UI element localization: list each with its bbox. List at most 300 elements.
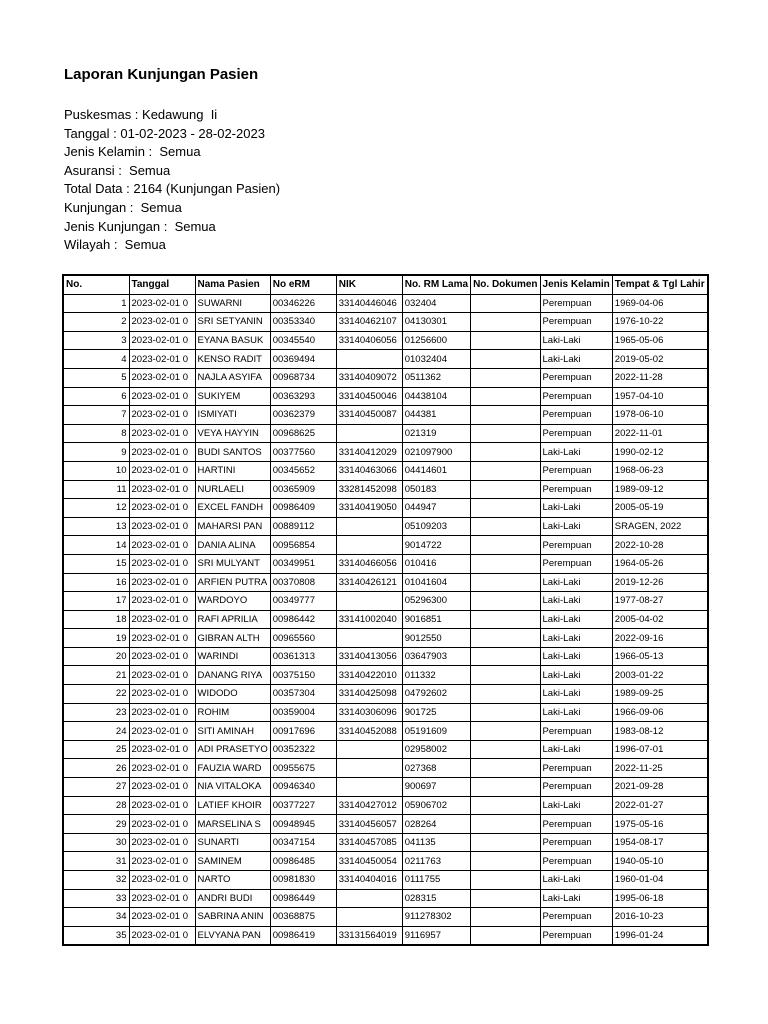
cell-nik: [336, 908, 402, 927]
cell-no: 7: [63, 406, 129, 425]
cell-nama-pasien: DANIA ALINA: [195, 536, 270, 555]
cell-no-dokumen: [471, 778, 540, 797]
table-row: [63, 926, 708, 945]
cell-nik: 33281452098: [336, 480, 402, 499]
cell-no-erm: 00368875: [270, 908, 336, 927]
cell-nama-pasien: NAJLA ASYIFA: [195, 368, 270, 387]
report-meta: [64, 106, 280, 255]
cell-nik: 33140446046: [336, 294, 402, 313]
cell-no-dokumen: [471, 517, 540, 536]
table-header-row: [63, 275, 708, 294]
cell-no: 9: [63, 443, 129, 462]
cell-no-rm-lama: 010416: [402, 554, 470, 573]
cell-no: 17: [63, 592, 129, 611]
meta-kunjungan: Kunjungan : Semua: [64, 199, 182, 215]
cell-nama-pasien: RAFI APRILIA: [195, 610, 270, 629]
table-row: [63, 573, 708, 592]
meta-total-data: Total Data : 2164 (Kunjungan Pasien): [64, 181, 281, 197]
cell-no: 33: [63, 889, 129, 908]
cell-jenis-kelamin: Perempuan: [540, 852, 612, 871]
cell-tanggal: 2023-02-01 0: [129, 852, 195, 871]
cell-nik: [336, 778, 402, 797]
cell-jenis-kelamin: Laki-Laki: [540, 629, 612, 648]
cell-no-dokumen: [471, 461, 540, 480]
cell-no: 1: [63, 294, 129, 313]
cell-nik: 33131564019: [336, 926, 402, 945]
table-row: [63, 331, 708, 350]
cell-tanggal: 2023-02-01 0: [129, 387, 195, 406]
cell-tempat-tgl-lahir: 1940-05-10: [612, 852, 707, 871]
col-header-tanggal: Tanggal: [129, 275, 195, 294]
cell-nama-pasien: SUKIYEM: [195, 387, 270, 406]
cell-nik: 33140457085: [336, 833, 402, 852]
cell-no-dokumen: [471, 722, 540, 741]
cell-tanggal: 2023-02-01 0: [129, 871, 195, 890]
cell-no-erm: 00956854: [270, 536, 336, 555]
cell-tempat-tgl-lahir: 2019-05-02: [612, 350, 707, 369]
cell-nama-pasien: BUDI SANTOS: [195, 443, 270, 462]
cell-tanggal: 2023-02-01 0: [129, 610, 195, 629]
table-row: [63, 629, 708, 648]
cell-tanggal: 2023-02-01 0: [129, 815, 195, 834]
table-row: [63, 406, 708, 425]
cell-nama-pasien: SUWARNI: [195, 294, 270, 313]
cell-jenis-kelamin: Perempuan: [540, 815, 612, 834]
cell-nik: [336, 740, 402, 759]
cell-tanggal: 2023-02-01 0: [129, 647, 195, 666]
cell-tempat-tgl-lahir: 1954-08-17: [612, 833, 707, 852]
cell-no: 13: [63, 517, 129, 536]
cell-nama-pasien: LATIEF KHOIR: [195, 796, 270, 815]
cell-tanggal: 2023-02-01 0: [129, 573, 195, 592]
table-row: [63, 424, 708, 443]
meta-asuransi: Asuransi : Semua: [64, 162, 171, 178]
cell-no-erm: 00375150: [270, 666, 336, 685]
cell-no-rm-lama: 04130301: [402, 313, 470, 332]
cell-no: 11: [63, 480, 129, 499]
cell-nik: [336, 517, 402, 536]
cell-nama-pasien: ADI PRASETYO: [195, 740, 270, 759]
cell-tempat-tgl-lahir: 1966-09-06: [612, 703, 707, 722]
cell-tanggal: 2023-02-01 0: [129, 368, 195, 387]
cell-nama-pasien: NARTO: [195, 871, 270, 890]
cell-no-dokumen: [471, 331, 540, 350]
cell-tanggal: 2023-02-01 0: [129, 499, 195, 518]
cell-tanggal: 2023-02-01 0: [129, 908, 195, 927]
cell-no-dokumen: [471, 908, 540, 927]
cell-no-dokumen: [471, 759, 540, 778]
cell-no: 2: [63, 313, 129, 332]
cell-no-erm: 00369494: [270, 350, 336, 369]
table-row: [63, 554, 708, 573]
table-row: [63, 499, 708, 518]
cell-nama-pasien: ARFIEN PUTRA: [195, 573, 270, 592]
table-row: [63, 647, 708, 666]
cell-nik: 33140463066: [336, 461, 402, 480]
cell-no: 22: [63, 685, 129, 704]
cell-nik: [336, 759, 402, 778]
cell-tempat-tgl-lahir: 1977-08-27: [612, 592, 707, 611]
cell-no-rm-lama: 04438104: [402, 387, 470, 406]
cell-no-erm: 00347154: [270, 833, 336, 852]
cell-nama-pasien: FAUZIA WARD: [195, 759, 270, 778]
cell-nama-pasien: GIBRAN ALTH: [195, 629, 270, 648]
cell-no-erm: 00986409: [270, 499, 336, 518]
cell-no-erm: 00346226: [270, 294, 336, 313]
col-header-no-dokumen: No. Dokumen: [471, 275, 540, 294]
cell-no: 15: [63, 554, 129, 573]
cell-jenis-kelamin: Perempuan: [540, 908, 612, 927]
cell-jenis-kelamin: Perempuan: [540, 294, 612, 313]
cell-no-dokumen: [471, 610, 540, 629]
cell-tempat-tgl-lahir: 1989-09-12: [612, 480, 707, 499]
cell-nik: 33140450054: [336, 852, 402, 871]
cell-no: 35: [63, 926, 129, 945]
cell-no-erm: 00349951: [270, 554, 336, 573]
cell-jenis-kelamin: Perempuan: [540, 722, 612, 741]
cell-no: 20: [63, 647, 129, 666]
cell-no-dokumen: [471, 424, 540, 443]
cell-tanggal: 2023-02-01 0: [129, 889, 195, 908]
cell-tempat-tgl-lahir: 2022-09-16: [612, 629, 707, 648]
cell-no-rm-lama: 911278302: [402, 908, 470, 927]
cell-tempat-tgl-lahir: 2022-11-01: [612, 424, 707, 443]
cell-nik: [336, 629, 402, 648]
cell-tempat-tgl-lahir: 1969-04-06: [612, 294, 707, 313]
table-row: [63, 610, 708, 629]
cell-no-dokumen: [471, 740, 540, 759]
cell-nama-pasien: MAHARSI PAN: [195, 517, 270, 536]
col-header-jenis-kelamin: Jenis Kelamin: [540, 275, 612, 294]
cell-no-rm-lama: 05191609: [402, 722, 470, 741]
cell-nama-pasien: MARSELINA S: [195, 815, 270, 834]
cell-no-dokumen: [471, 443, 540, 462]
cell-tanggal: 2023-02-01 0: [129, 350, 195, 369]
cell-no-rm-lama: 9014722: [402, 536, 470, 555]
cell-tanggal: 2023-02-01 0: [129, 629, 195, 648]
cell-jenis-kelamin: Perempuan: [540, 926, 612, 945]
cell-nama-pasien: VEYA HAYYIN: [195, 424, 270, 443]
cell-no-dokumen: [471, 294, 540, 313]
cell-tanggal: 2023-02-01 0: [129, 461, 195, 480]
cell-no: 23: [63, 703, 129, 722]
meta-tanggal: Tanggal : 01-02-2023 - 28-02-2023: [64, 125, 265, 141]
cell-no-dokumen: [471, 592, 540, 611]
table-row: [63, 685, 708, 704]
cell-nik: 33140419050: [336, 499, 402, 518]
cell-jenis-kelamin: Laki-Laki: [540, 443, 612, 462]
cell-no-rm-lama: 011332: [402, 666, 470, 685]
cell-no-dokumen: [471, 313, 540, 332]
cell-no-dokumen: [471, 852, 540, 871]
cell-tanggal: 2023-02-01 0: [129, 517, 195, 536]
cell-no-dokumen: [471, 871, 540, 890]
cell-jenis-kelamin: Perempuan: [540, 461, 612, 480]
cell-no: 32: [63, 871, 129, 890]
table-row: [63, 294, 708, 313]
cell-no: 29: [63, 815, 129, 834]
cell-nik: 33140456057: [336, 815, 402, 834]
cell-jenis-kelamin: Perempuan: [540, 387, 612, 406]
cell-nik: 33140427012: [336, 796, 402, 815]
report-title: Laporan Kunjungan Pasien: [64, 66, 259, 83]
cell-tanggal: 2023-02-01 0: [129, 331, 195, 350]
cell-no: 19: [63, 629, 129, 648]
cell-no-rm-lama: 900697: [402, 778, 470, 797]
cell-nik: 33140422010: [336, 666, 402, 685]
table-row: [63, 313, 708, 332]
cell-no: 16: [63, 573, 129, 592]
cell-no-erm: 00889112: [270, 517, 336, 536]
cell-jenis-kelamin: Perempuan: [540, 313, 612, 332]
cell-jenis-kelamin: Perempuan: [540, 536, 612, 555]
cell-nama-pasien: KENSO RADIT: [195, 350, 270, 369]
cell-nama-pasien: DANANG RIYA: [195, 666, 270, 685]
table-row: [63, 796, 708, 815]
cell-nik: [336, 592, 402, 611]
table-body: [63, 294, 708, 945]
cell-no-rm-lama: 044381: [402, 406, 470, 425]
cell-no-dokumen: [471, 889, 540, 908]
cell-nama-pasien: SUNARTI: [195, 833, 270, 852]
cell-no-dokumen: [471, 536, 540, 555]
table-row: [63, 350, 708, 369]
cell-nama-pasien: NIA VITALOKA: [195, 778, 270, 797]
cell-no-dokumen: [471, 480, 540, 499]
cell-jenis-kelamin: Laki-Laki: [540, 685, 612, 704]
cell-no: 30: [63, 833, 129, 852]
table-row: [63, 592, 708, 611]
cell-tanggal: 2023-02-01 0: [129, 536, 195, 555]
cell-nik: 33140306096: [336, 703, 402, 722]
cell-nama-pasien: ELVYANA PAN: [195, 926, 270, 945]
cell-tanggal: 2023-02-01 0: [129, 406, 195, 425]
table-row: [63, 703, 708, 722]
cell-no: 10: [63, 461, 129, 480]
table-row: [63, 908, 708, 927]
cell-tempat-tgl-lahir: SRAGEN, 2022: [612, 517, 707, 536]
table-row: [63, 666, 708, 685]
cell-nama-pasien: HARTINI: [195, 461, 270, 480]
cell-no-rm-lama: 027368: [402, 759, 470, 778]
cell-no-erm: 00349777: [270, 592, 336, 611]
cell-tanggal: 2023-02-01 0: [129, 926, 195, 945]
cell-tempat-tgl-lahir: 1966-05-13: [612, 647, 707, 666]
cell-tanggal: 2023-02-01 0: [129, 740, 195, 759]
cell-no-erm: 00370808: [270, 573, 336, 592]
cell-no: 18: [63, 610, 129, 629]
cell-no-erm: 00917696: [270, 722, 336, 741]
cell-nik: 33140466056: [336, 554, 402, 573]
cell-tempat-tgl-lahir: 1960-01-04: [612, 871, 707, 890]
cell-tempat-tgl-lahir: 1968-06-23: [612, 461, 707, 480]
cell-no: 34: [63, 908, 129, 927]
cell-nik: 33140404016: [336, 871, 402, 890]
cell-no-erm: 00377227: [270, 796, 336, 815]
cell-nama-pasien: EYANA BASUK: [195, 331, 270, 350]
cell-tanggal: 2023-02-01 0: [129, 666, 195, 685]
cell-no-rm-lama: 01041604: [402, 573, 470, 592]
table-row: [63, 387, 708, 406]
cell-jenis-kelamin: Laki-Laki: [540, 666, 612, 685]
cell-no-rm-lama: 0111755: [402, 871, 470, 890]
cell-tempat-tgl-lahir: 1975-05-16: [612, 815, 707, 834]
cell-no-rm-lama: 05296300: [402, 592, 470, 611]
table-row: [63, 759, 708, 778]
cell-no-rm-lama: 044947: [402, 499, 470, 518]
cell-nik: [336, 536, 402, 555]
cell-jenis-kelamin: Laki-Laki: [540, 517, 612, 536]
cell-no: 21: [63, 666, 129, 685]
cell-no-erm: 00968734: [270, 368, 336, 387]
cell-jenis-kelamin: Laki-Laki: [540, 331, 612, 350]
cell-no-dokumen: [471, 573, 540, 592]
cell-nama-pasien: SABRINA ANIN: [195, 908, 270, 927]
cell-no-dokumen: [471, 368, 540, 387]
cell-tanggal: 2023-02-01 0: [129, 443, 195, 462]
cell-tempat-tgl-lahir: 1983-08-12: [612, 722, 707, 741]
cell-tempat-tgl-lahir: 1965-05-06: [612, 331, 707, 350]
cell-no-erm: 00363293: [270, 387, 336, 406]
cell-no-erm: 00968625: [270, 424, 336, 443]
cell-no-erm: 00352322: [270, 740, 336, 759]
table-row: [63, 443, 708, 462]
cell-tanggal: 2023-02-01 0: [129, 833, 195, 852]
cell-tempat-tgl-lahir: 2022-10-28: [612, 536, 707, 555]
cell-no: 27: [63, 778, 129, 797]
cell-no-rm-lama: 021097900: [402, 443, 470, 462]
cell-nama-pasien: SAMINEM: [195, 852, 270, 871]
cell-no-rm-lama: 01256600: [402, 331, 470, 350]
cell-no-erm: 00986485: [270, 852, 336, 871]
cell-tempat-tgl-lahir: 1976-10-22: [612, 313, 707, 332]
cell-tempat-tgl-lahir: 2016-10-23: [612, 908, 707, 927]
cell-no-rm-lama: 021319: [402, 424, 470, 443]
cell-no-erm: 00986419: [270, 926, 336, 945]
cell-tempat-tgl-lahir: 2022-01-27: [612, 796, 707, 815]
visit-table: [62, 274, 709, 946]
cell-no-rm-lama: 05906702: [402, 796, 470, 815]
cell-no-rm-lama: 9016851: [402, 610, 470, 629]
cell-no-dokumen: [471, 666, 540, 685]
cell-tanggal: 2023-02-01 0: [129, 759, 195, 778]
cell-jenis-kelamin: Perempuan: [540, 554, 612, 573]
cell-no-erm: 00359004: [270, 703, 336, 722]
table-row: [63, 833, 708, 852]
table-row: [63, 536, 708, 555]
cell-no: 8: [63, 424, 129, 443]
cell-no: 6: [63, 387, 129, 406]
col-header-nama-pasien: Nama Pasien: [195, 275, 270, 294]
cell-jenis-kelamin: Perempuan: [540, 406, 612, 425]
cell-no-dokumen: [471, 815, 540, 834]
cell-tempat-tgl-lahir: 1990-02-12: [612, 443, 707, 462]
cell-jenis-kelamin: Laki-Laki: [540, 610, 612, 629]
cell-tanggal: 2023-02-01 0: [129, 294, 195, 313]
cell-jenis-kelamin: Laki-Laki: [540, 871, 612, 890]
cell-no: 12: [63, 499, 129, 518]
cell-tanggal: 2023-02-01 0: [129, 722, 195, 741]
table-row: [63, 368, 708, 387]
col-header-no: No.: [63, 275, 129, 294]
cell-no-erm: 00955675: [270, 759, 336, 778]
cell-no-rm-lama: 05109203: [402, 517, 470, 536]
cell-no-dokumen: [471, 350, 540, 369]
cell-nik: [336, 889, 402, 908]
table-row: [63, 480, 708, 499]
cell-nama-pasien: EXCEL FANDH: [195, 499, 270, 518]
cell-nik: 33141002040: [336, 610, 402, 629]
cell-no-rm-lama: 028264: [402, 815, 470, 834]
cell-tanggal: 2023-02-01 0: [129, 424, 195, 443]
cell-nama-pasien: WARDOYO: [195, 592, 270, 611]
cell-jenis-kelamin: Laki-Laki: [540, 592, 612, 611]
cell-jenis-kelamin: Perempuan: [540, 833, 612, 852]
cell-tempat-tgl-lahir: 1978-06-10: [612, 406, 707, 425]
table-row: [63, 871, 708, 890]
cell-tanggal: 2023-02-01 0: [129, 480, 195, 499]
table-row: [63, 852, 708, 871]
cell-nama-pasien: ROHIM: [195, 703, 270, 722]
cell-tempat-tgl-lahir: 2005-05-19: [612, 499, 707, 518]
cell-no: 3: [63, 331, 129, 350]
cell-tempat-tgl-lahir: 1957-04-10: [612, 387, 707, 406]
table-row: [63, 740, 708, 759]
cell-no-erm: 00965560: [270, 629, 336, 648]
cell-tempat-tgl-lahir: 2021-09-28: [612, 778, 707, 797]
cell-tempat-tgl-lahir: 2005-04-02: [612, 610, 707, 629]
cell-no-dokumen: [471, 926, 540, 945]
cell-nik: [336, 350, 402, 369]
cell-no: 26: [63, 759, 129, 778]
cell-nik: 33140412029: [336, 443, 402, 462]
cell-nama-pasien: SRI SETYANIN: [195, 313, 270, 332]
cell-nik: 33140426121: [336, 573, 402, 592]
cell-tanggal: 2023-02-01 0: [129, 685, 195, 704]
cell-jenis-kelamin: Laki-Laki: [540, 740, 612, 759]
cell-no-erm: 00365909: [270, 480, 336, 499]
cell-no-dokumen: [471, 703, 540, 722]
cell-no-rm-lama: 0211763: [402, 852, 470, 871]
cell-nama-pasien: WIDODO: [195, 685, 270, 704]
cell-no-dokumen: [471, 647, 540, 666]
cell-no-dokumen: [471, 499, 540, 518]
cell-jenis-kelamin: Laki-Laki: [540, 573, 612, 592]
cell-no-dokumen: [471, 387, 540, 406]
cell-jenis-kelamin: Laki-Laki: [540, 647, 612, 666]
cell-no-rm-lama: 041135: [402, 833, 470, 852]
cell-no-rm-lama: 03647903: [402, 647, 470, 666]
table-row: [63, 461, 708, 480]
cell-no-erm: 00361313: [270, 647, 336, 666]
cell-no: 28: [63, 796, 129, 815]
cell-nama-pasien: ISMIYATI: [195, 406, 270, 425]
col-header-tempat-tgl-lahir: Tempat & Tgl Lahir: [612, 275, 707, 294]
cell-tanggal: 2023-02-01 0: [129, 592, 195, 611]
cell-no-rm-lama: 01032404: [402, 350, 470, 369]
cell-nama-pasien: NURLAELI: [195, 480, 270, 499]
cell-tanggal: 2023-02-01 0: [129, 313, 195, 332]
cell-no-rm-lama: 9012550: [402, 629, 470, 648]
cell-nama-pasien: SRI MULYANT: [195, 554, 270, 573]
cell-no-rm-lama: 050183: [402, 480, 470, 499]
cell-no-rm-lama: 9116957: [402, 926, 470, 945]
cell-jenis-kelamin: Laki-Laki: [540, 350, 612, 369]
cell-nama-pasien: SITI AMINAH: [195, 722, 270, 741]
cell-jenis-kelamin: Perempuan: [540, 778, 612, 797]
cell-no-dokumen: [471, 685, 540, 704]
cell-tempat-tgl-lahir: 1996-01-24: [612, 926, 707, 945]
